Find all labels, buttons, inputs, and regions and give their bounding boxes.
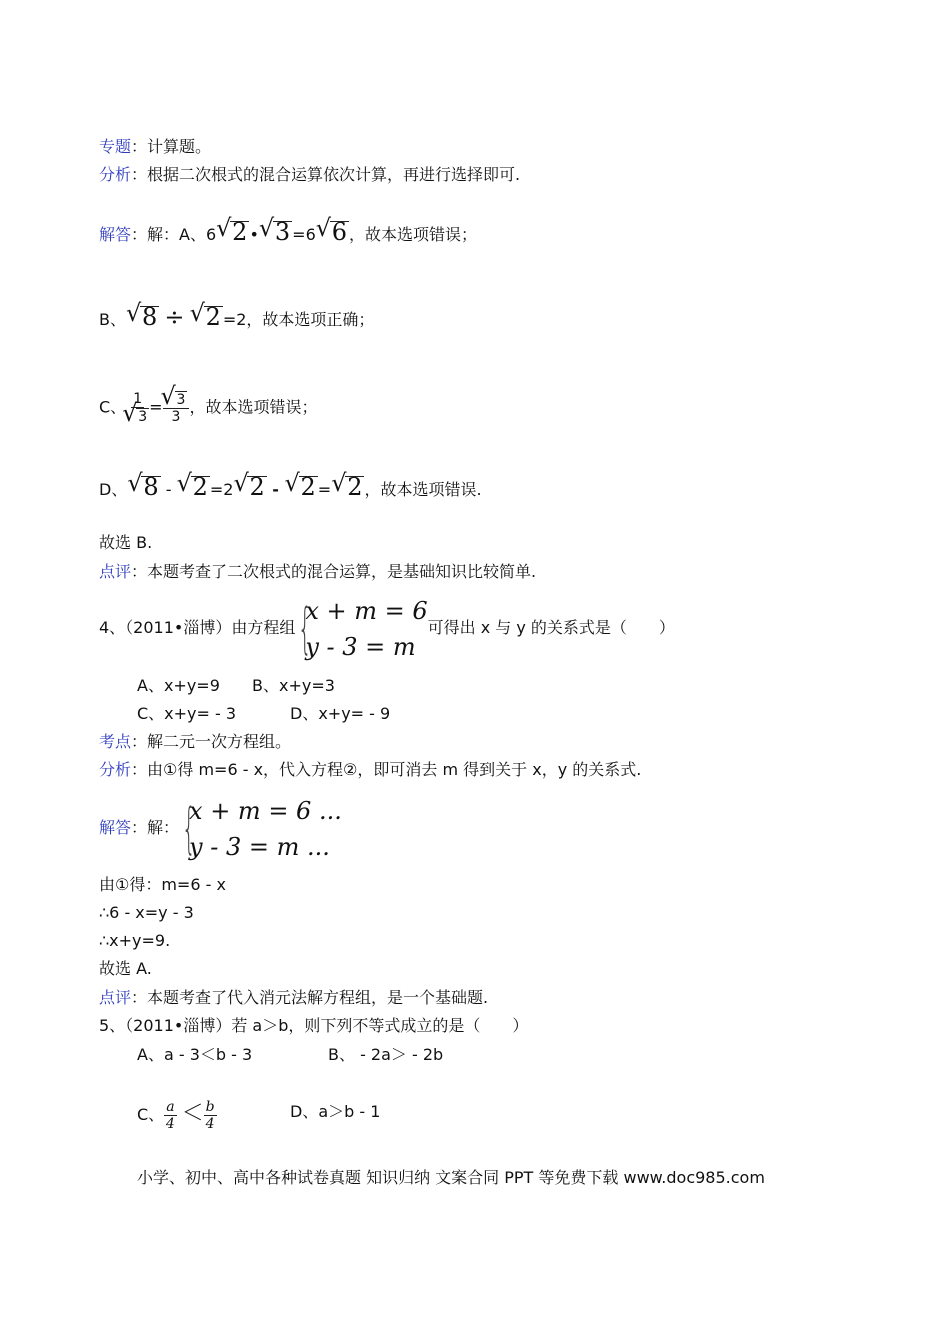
footer-text: 小学、初中、高中各种试卷真题 知识归纳 文案合同 PPT 等免费下载 www.doc985.com — [137, 1168, 765, 1187]
q4-option-b: B、x+y=3 — [252, 676, 335, 695]
equation-system — [295, 593, 427, 665]
analysis-text: ：根据二次根式的混合运算依次计算，再进行选择即可. — [131, 165, 521, 184]
q4-stem-prefix: 4、（2011•淄博）由方程组 — [99, 618, 296, 637]
q5-option-d: D、a＞b - 1 — [290, 1102, 381, 1121]
analysis-line — [99, 165, 520, 185]
q5-option-a: A、a - 3＜b - 3 — [137, 1045, 253, 1064]
q4-point — [99, 732, 291, 752]
b-prefix: B、 — [99, 310, 126, 329]
sqrt-8: √ 8 — [141, 476, 160, 497]
eq: = — [149, 397, 163, 417]
numerator: b — [205, 1099, 215, 1115]
comment-label: 点评 — [99, 562, 132, 581]
fraction — [163, 391, 190, 425]
answer-a-prefix: ：解：A、6 — [131, 225, 217, 244]
q4-choice: 故选 A. — [99, 959, 152, 978]
denominator: 3 — [171, 409, 181, 425]
c-tail: ，故本选项错误； — [189, 397, 318, 417]
equation-2: y - 3 = m — [305, 632, 416, 661]
minus: - — [266, 480, 285, 499]
q5-option-c — [137, 1094, 217, 1135]
equation-1: x + m = 6 ... — [189, 796, 342, 825]
sqrt-2: √ 2 — [299, 476, 318, 497]
answer-d-line — [99, 473, 482, 501]
comment-text: ：本题考查了二次根式的混合运算，是基础知识比较简单. — [131, 562, 537, 581]
sqrt-2: √ 2 — [345, 476, 364, 497]
q4-option-c: C、x+y= - 3 — [137, 704, 237, 723]
step-1: 由①得：m=6 - x — [99, 875, 226, 894]
q4-answer — [99, 790, 342, 866]
numerator: a — [166, 1099, 175, 1115]
q4-analysis — [99, 760, 641, 780]
divide: ÷ — [164, 303, 185, 331]
sqrt-2: √ 2 — [191, 476, 210, 497]
step-2: ∴6 - x=y - 3 — [99, 903, 194, 922]
eq: =6 — [292, 225, 316, 244]
minus: - — [160, 480, 177, 499]
fraction — [126, 391, 149, 425]
sqrt-2: √ 2 — [247, 476, 266, 497]
denominator: 4 — [165, 1116, 175, 1132]
comment-text: ：本题考查了代入消元法解方程组，是一个基础题. — [131, 988, 489, 1007]
sqrt-3: √ 3 — [175, 391, 188, 408]
answer-a-tail: ，故本选项错误； — [349, 225, 478, 244]
c-prefix: C、 — [137, 1105, 165, 1124]
c-prefix: C、 — [99, 397, 127, 417]
step-3: ∴x+y=9. — [99, 931, 171, 950]
sqrt-3: √ 3 — [273, 221, 292, 242]
answer-label: 解答 — [99, 818, 132, 837]
answer-c-line — [99, 391, 317, 425]
q4-stem-suffix: 可得出 x 与 y 的关系式是（ ） — [427, 618, 675, 637]
d-prefix: D、 — [99, 480, 128, 499]
sqrt-8: √ 8 — [140, 306, 159, 327]
point-text: ：解二元一次方程组。 — [131, 732, 292, 751]
q5-option-b: B、 - 2a＞ - 2b — [328, 1045, 444, 1064]
less-than: ＜ — [181, 1101, 204, 1126]
q4-option-a: A、x+y=9 — [137, 676, 220, 695]
sqrt-2: √ 2 — [230, 221, 249, 242]
analysis-label: 分析 — [99, 760, 132, 779]
eq: =2 — [209, 480, 234, 499]
eq: = — [317, 480, 332, 499]
sqrt-2: √ 2 — [204, 306, 223, 327]
brace: { — [298, 596, 313, 660]
fraction-b-4 — [204, 1099, 217, 1132]
answer-prefix: ：解： — [131, 818, 180, 837]
denominator: 4 — [205, 1116, 215, 1132]
answer-a-line — [99, 218, 478, 246]
d-tail: ，故本选项错误. — [364, 480, 482, 499]
choice-line: 故选 B. — [99, 533, 153, 552]
point-label: 考点 — [99, 732, 132, 751]
q5-stem: 5、（2011•淄博）若 a＞b，则下列不等式成立的是（ ） — [99, 1016, 529, 1035]
q4-comment — [99, 988, 488, 1008]
comment-label: 点评 — [99, 988, 132, 1007]
answer-label: 解答 — [99, 225, 132, 244]
analysis-text: ：由①得 m=6 - x，代入方程②，即可消去 m 得到关于 x，y 的关系式. — [131, 760, 642, 779]
q4-option-d: D、x+y= - 9 — [290, 704, 391, 723]
equation-1: x + m = 6 — [305, 596, 428, 625]
brace: { — [182, 796, 196, 860]
dot: • — [249, 225, 259, 244]
b-tail: =2，故本选项正确； — [222, 310, 375, 329]
q4-stem — [99, 592, 675, 665]
sqrt-3: √ 3 — [136, 408, 149, 425]
equation-2: y - 3 = m ... — [189, 832, 330, 861]
answer-b-line — [99, 303, 375, 331]
topic-line — [99, 137, 211, 157]
topic-text: ：计算题。 — [131, 137, 212, 156]
numerator: 1 — [133, 391, 143, 407]
topic-label: 专题 — [99, 137, 132, 156]
comment-line — [99, 562, 536, 582]
equation-system — [179, 793, 342, 865]
fraction-a-4 — [164, 1099, 176, 1132]
sqrt-6: √ 6 — [330, 221, 349, 242]
analysis-label: 分析 — [99, 165, 132, 184]
